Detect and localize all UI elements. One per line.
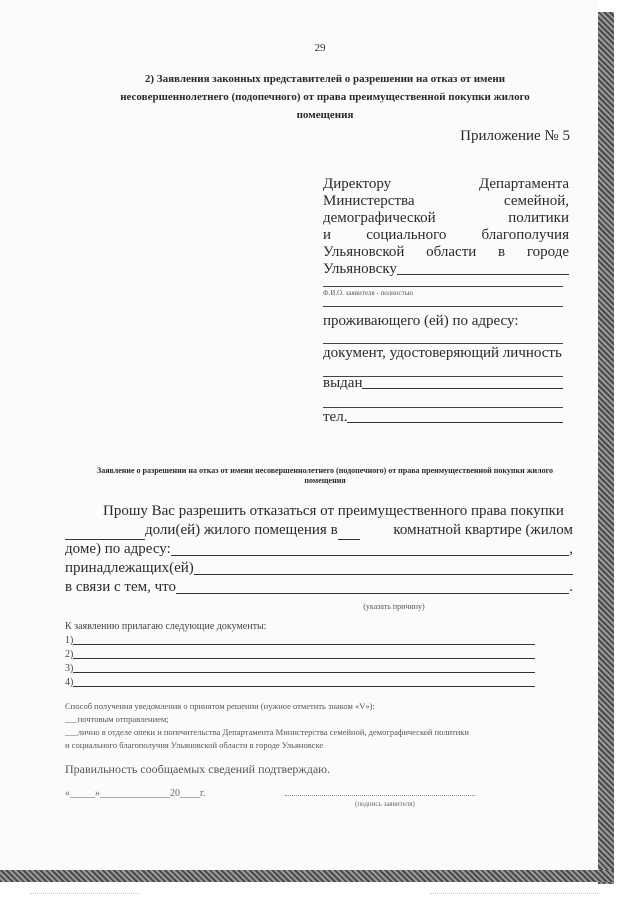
appendix-label: Приложение № 5 [460, 128, 570, 144]
fill-line [176, 592, 569, 594]
addressee-line: Министерства семейной, [323, 193, 569, 209]
notification-option: ___почтовым отправлением; [65, 714, 169, 724]
attachment-number: 4) [65, 677, 74, 688]
body-text: комнатной квартире (жилом [393, 522, 573, 538]
fill-line [323, 306, 563, 307]
statement-body [65, 502, 573, 616]
addressee-block [323, 176, 569, 261]
fill-line [73, 648, 535, 659]
body-text: доли(ей) жилого помещения в [145, 522, 338, 538]
addressee-line: и социального благополучия [323, 227, 569, 243]
body-text: в связи с тем, что [65, 579, 176, 595]
body-text: принадлежащих(ей) [65, 560, 194, 576]
fill-line [73, 662, 535, 673]
attachment-number: 3) [65, 663, 74, 674]
id-document-label: документ, удостоверяющий личность [323, 345, 562, 361]
statement-title: Заявление о разрешении на отказ от имени несовершеннолетнего (подопечного) от права преимущественной покупки жилого помещения [96, 466, 554, 485]
attachment-number: 2) [65, 649, 74, 660]
body-line [65, 559, 573, 578]
body-line [65, 521, 573, 540]
attachment-row [65, 634, 535, 648]
fill-line [73, 634, 535, 645]
page-edge-shadow-bottom [0, 870, 614, 882]
ghost-line [30, 893, 140, 897]
residing-label: проживающего (ей) по адресу: [323, 313, 519, 329]
fill-line [171, 554, 569, 556]
issued-row [323, 375, 563, 392]
addressee-line: демографической политики [323, 210, 569, 226]
signature-hint: (подпись заявителя) [355, 800, 415, 808]
date-line: «_____»______________20____г. [65, 788, 206, 799]
addressee-line: Директору Департамента [323, 176, 569, 192]
phone-label: тел. [323, 409, 348, 425]
signature-line [285, 795, 475, 796]
body-text: доме) по адресу: [65, 541, 171, 557]
addressee-line: Ульяновской области в городе [323, 244, 569, 260]
attachments-title: К заявлению прилагаю следующие документы: [65, 621, 267, 632]
attachment-number: 1) [65, 635, 74, 646]
fill-line [73, 676, 535, 687]
attachment-row [65, 648, 535, 662]
notification-option: ___лично в отделе опеки и попечительства Департамента Министерства семейной, демографической политики [65, 727, 469, 737]
fill-line [397, 261, 569, 275]
attachment-row [65, 676, 535, 690]
reason-hint: (указать причину) [363, 602, 425, 611]
notification-option: и социального благополучия Ульяновской области в городе Ульяновске [65, 740, 324, 750]
fill-line [338, 539, 360, 540]
attachment-row [65, 662, 535, 676]
addressee-city-row [323, 261, 569, 278]
body-line: в связи с тем, что . [65, 579, 573, 595]
fill-line [323, 407, 563, 408]
attachments-block [65, 620, 535, 690]
body-line: доме) по адресу: , [65, 541, 573, 557]
confirmation-text: Правильность сообщаемых сведений подтверждаю. [65, 762, 331, 776]
addressee-line: Ульяновску [323, 261, 397, 277]
fill-line [323, 343, 563, 344]
fill-line [347, 409, 563, 423]
ghost-line [430, 893, 600, 897]
issued-label: выдан [323, 375, 363, 391]
section-title: 2) Заявления законных представителей о разрешении на отказ от имени несовершеннолетнего (подопечного) от права преимущественной покупки жилого помещения [120, 73, 530, 121]
body-line: Прошу Вас разрешить отказаться от преимущественного права покупки [103, 503, 564, 519]
fio-hint: Ф.И.О. заявителя - полностью [323, 289, 414, 297]
notification-block [65, 700, 575, 752]
phone-row [323, 409, 563, 426]
notification-title: Способ получения уведомления о принятом решении (нужное отметить знаком «V»): [65, 701, 375, 711]
fill-line [362, 375, 563, 389]
page-edge-shadow [598, 12, 614, 884]
page-number: 29 [314, 42, 326, 54]
fill-line [323, 286, 563, 287]
fill-line [194, 573, 573, 575]
